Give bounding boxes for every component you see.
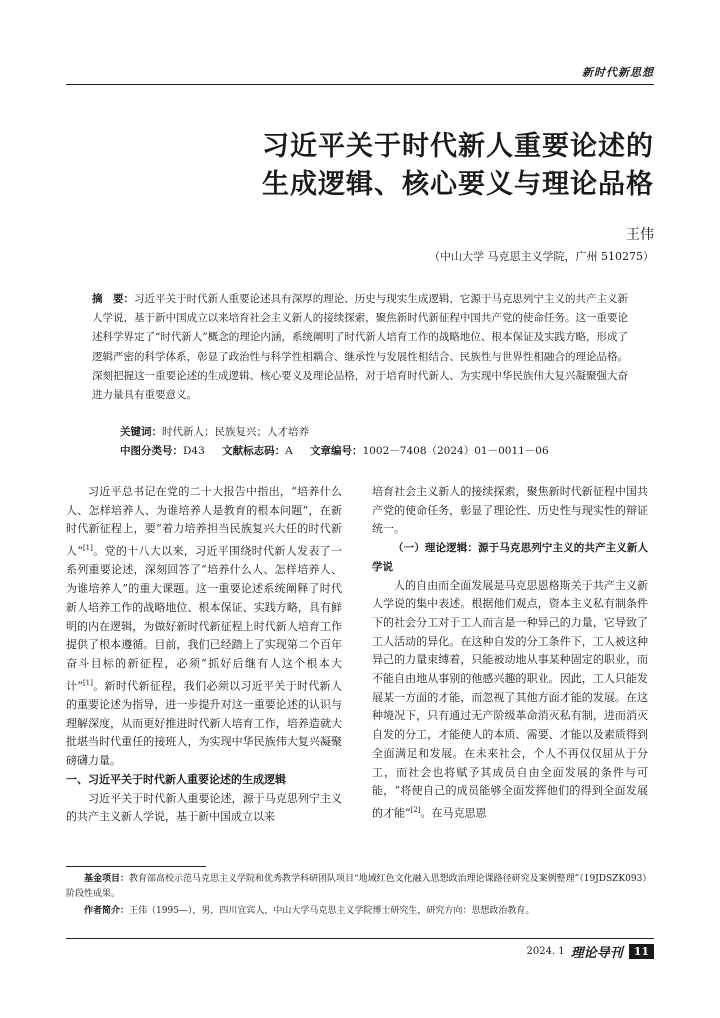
- section-tag: 新时代新思想: [582, 66, 654, 79]
- keywords: 时代新人；民族复兴；人才培养: [162, 426, 309, 438]
- footer-rule: [66, 938, 654, 939]
- reference-mark: [1]: [82, 678, 93, 687]
- footnote-rule: [66, 866, 206, 867]
- paragraph: 培育社会主义新人的接续探索，聚焦新时代新征程中国共产党的使命任务，彰显了理论性、历史性与现实性的辩证统一。: [372, 485, 648, 536]
- header-rule: [66, 84, 654, 85]
- footnotes: [66, 872, 654, 921]
- page-number: 11: [629, 944, 654, 959]
- journal-name: 理论导刊: [570, 946, 623, 961]
- body-column-left: [66, 483, 342, 827]
- keywords-line: [120, 424, 309, 439]
- paragraph: 习近平总书记在党的二十大报告中指出，“培养什么人、怎样培养人、为谁培养人是教育的根本问题”，在新时代新征程上，要“着力培养担当民族复兴大任的时代新人”[1]。党的十八大以来，习近平围绕时代新人发表了一系列重要论述，深刻回答了“培养什么人、怎样培养人、为谁培养人”的重大课题。这一重要论述系统阐释了时代新人培养工作的战略地位、根本保证、实践方略，具有鲜明的内在逻辑，为做好新时代新征程上时代新人培育工作提供了根本遵循。目前，我们已经踏上了实现第二个百年奋斗目标的新征程，必须“抓好后继有人这个根本大计”[1]。新时代新征程，我们必须以习近平关于时代新人的重要论述为指导，进一步提升对这一重要论述的认识与理解深度，从而更好推进时代新人培育工作，培养造就大批堪当时代重任的接班人，为实现中华民族伟大复兴凝聚磅礴力量。: [66, 485, 343, 768]
- doc-code-label: 文献标志码：: [222, 445, 286, 457]
- paragraph: 习近平关于时代新人重要论述，源于马克思列宁主义的共产主义新人学说，基于新中国成立以来: [66, 791, 342, 824]
- reference-mark: [1]: [82, 544, 93, 553]
- body-column-right: [372, 483, 648, 823]
- article-title: [66, 128, 654, 204]
- article-no-value: 1002－7408（2024）01－0011－06: [362, 445, 549, 457]
- fund-note: 基金项目：教育部高校示范马克思主义学院和优秀教学科研团队项目“地域红色文化融入思想政治理论课路径研究及案例整理”（19JDSZK093）阶段性成果。: [66, 874, 652, 899]
- abstract-text: 习近平关于时代新人重要论述具有深厚的理论、历史与现实生成逻辑，它源于马克思列宁主义的共产主义新人学说，基于新中国成立以来培育社会主义新人的接续探索，聚焦新时代新征程中国共产党的使命任务。这一重要论述科学界定了“时代新人”概念的理论内涵，系统阐明了时代新人培育工作的战略地位、根本保证及实践方略，形成了逻辑严密的科学体系，彰显了政治性与科学性相耦合、继承性与发展性相结合、民族性与世界性相融合的理论品格。深刻把握这一重要论述的生成逻辑、核心要义及理论品格，对于培育时代新人、为实现中华民族伟大复兴凝聚强大奋进力量具有重要意义。: [92, 293, 629, 402]
- title-line-1: 习近平关于时代新人重要论述的: [262, 131, 654, 162]
- abstract-label: 摘 要：: [92, 293, 135, 305]
- paragraph: 人的自由而全面发展是马克思恩格斯关于共产主义新人学说的集中表述。根据他们观点，资本主义私有制条件下的社会分工对于工人而言是一种异己的力量，它导致了工人活动的异化。在这种自发的分工条件下，工人被这种异己的力量束缚着，只能被动地从事某种固定的职业，而不能自由地从事别的他感兴趣的职业。因此，工人只能发展某一方面的才能，而忽视了其他方面才能的发展。在这种境况下，只有通过无产阶级革命消灭私有制，进而消灭自发的分工，才能使人的本质、需要、才能以及素质得到全面满足和发展。在未来社会，个人不再仅仅屈从于分工，而社会也将赋予其成员自由全面发展的条件与可能，“将使自己的成员能够全面发挥他们的得到全面发展的才能”[2]。在马克思恩: [372, 578, 648, 820]
- author-name: 王伟: [626, 227, 654, 243]
- author-affiliation: （中山大学 马克思主义学院，广州 510275）: [429, 250, 654, 263]
- page-footer: [527, 942, 655, 961]
- article-no-label: 文章编号：: [310, 445, 363, 457]
- issue-number: 2024. 1: [526, 946, 565, 957]
- reference-mark: [2]: [410, 805, 421, 814]
- abstract: [92, 290, 628, 405]
- subsection-heading: （一）理论逻辑：源于马克思列宁主义的共产主义新人学说: [372, 542, 648, 573]
- classification-line: [120, 443, 549, 458]
- author-bio-note: 作者简介：王伟（1995—），男，四川宜宾人，中山大学马克思主义学院博士研究生，研究方向：思想政治教育。: [84, 906, 535, 916]
- doc-code-value: A: [285, 445, 293, 457]
- title-line-2: 生成逻辑、核心要义与理论品格: [262, 169, 654, 200]
- clc-value: D43: [183, 445, 205, 457]
- clc-label: 中图分类号：: [120, 445, 183, 457]
- keywords-label: 关键词：: [120, 426, 162, 438]
- section-heading: 一、习近平关于时代新人重要论述的生成逻辑: [66, 772, 286, 786]
